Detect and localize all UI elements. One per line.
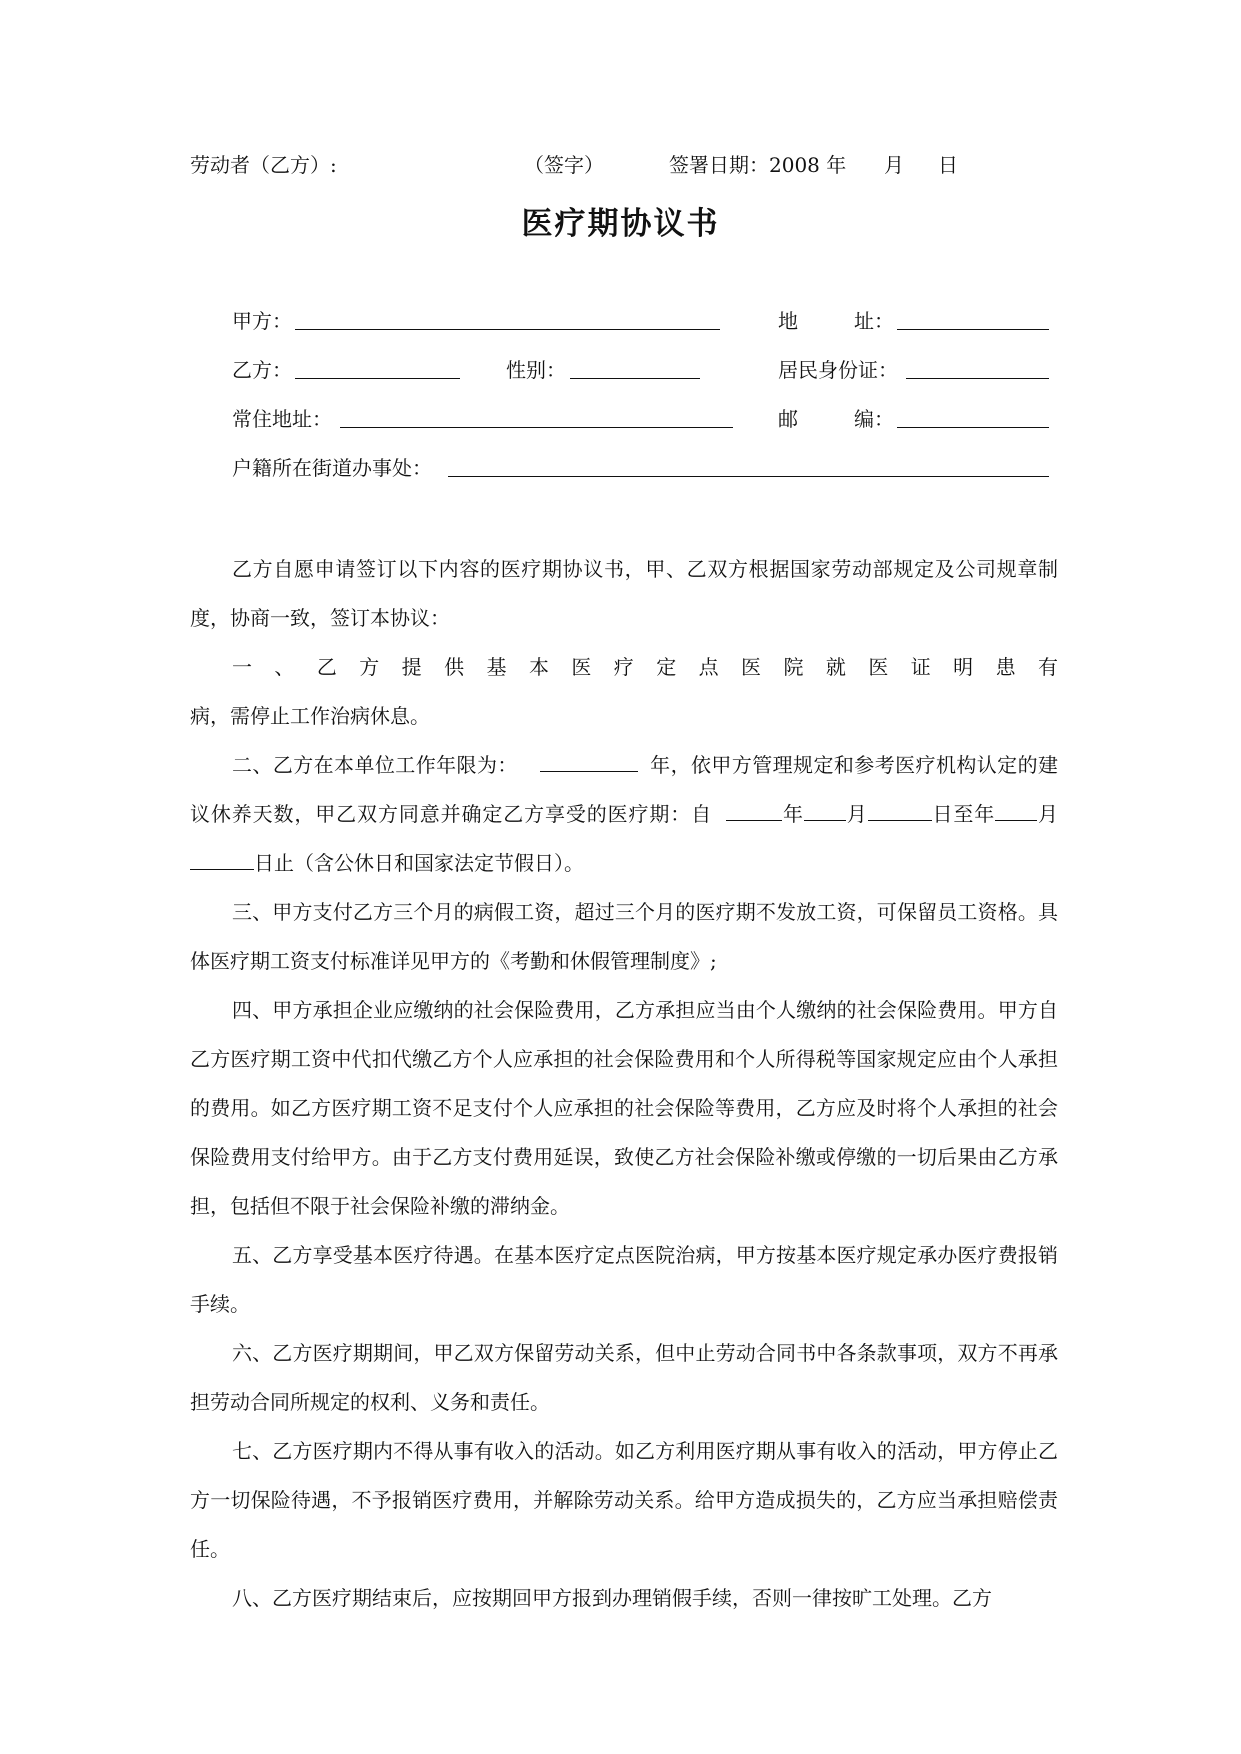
sign-label: （签字） [524,153,604,177]
start-month-field[interactable] [804,800,846,821]
party-b-field[interactable] [295,378,460,379]
id-card-field[interactable] [906,378,1049,379]
item-4-paragraph: 四、甲方承担企业应缴纳的社会保险费用，乙方承担应当由个人缴纳的社会保险费用。甲方自乙方医疗期工资中代扣代缴乙方个人应承担的社会保险费用和个人所得税等国家规定应由个人承担的费用。如乙方医疗期工资不足支付个人应承担的社会保险等费用，乙方应及时将个人承担的社会保险费用支付给甲方。由于乙方支付费用延误，致使乙方社会保险补缴或停缴的一切后果由乙方承担，包括但不限于社会保险补缴的滞纳金。 [190,998,1058,1218]
party-a-label: 甲方： [232,309,292,333]
address-label-part1: 地 [778,309,798,333]
start-day-field[interactable] [868,800,932,821]
item-5-paragraph: 五、乙方享受基本医疗待遇。在基本医疗定点医院治病，甲方按基本医疗规定承办医疗费报销手续。 [190,1243,1058,1316]
sign-day-label: 日 [938,153,958,177]
postcode-field[interactable] [897,427,1049,428]
gender-label: 性别： [506,358,566,382]
agreement-body [190,545,1058,1623]
item-2-part-a: 二、乙方在本单位工作年限为： [232,753,518,777]
residence-field[interactable] [340,427,733,428]
id-card-label: 居民身份证： [778,358,898,382]
address-field[interactable] [897,329,1049,330]
item-2-year-2: 年 [974,802,996,826]
item-8-paragraph: 八、乙方医疗期结束后，应按期回甲方报到办理销假手续，否则一律按旷工处理。乙方 [232,1586,992,1610]
hukou-office-label: 户籍所在街道办事处： [232,456,432,480]
item-2-paragraph [190,741,1058,888]
postcode-label-part2: 编： [854,407,894,431]
party-a-field[interactable] [295,329,720,330]
sign-month-label: 月 [884,153,904,177]
start-year-field[interactable] [726,800,782,821]
item-2-part-b: 年，依甲方管理规定和参考医疗机构认定的建议休养天数，甲乙双方同意并确定乙方享受的医疗期：自 [190,753,1059,826]
item-6-paragraph: 六、乙方医疗期期间，甲乙双方保留劳动关系，但中止劳动合同书中各条款事项，双方不再承担劳动合同所规定的权利、义务和责任。 [190,1341,1058,1414]
gender-field[interactable] [570,378,700,379]
item-2-month-1: 月 [845,802,868,826]
item-1-line-2: 病，需停止工作治病休息。 [190,704,430,728]
sign-date-label: 签署日期：2008 年 [669,153,847,177]
end-month-field[interactable] [995,800,1037,821]
work-years-field[interactable] [540,751,638,772]
item-2-month-2: 月 [1037,802,1059,826]
hukou-office-field[interactable] [448,476,1049,477]
end-day-field[interactable] [190,849,254,870]
party-b-label: 乙方： [232,358,292,382]
item-2-day-1: 日至 [931,802,975,826]
worker-label: 劳动者（乙方）: [190,153,337,177]
intro-paragraph: 乙方自愿申请签订以下内容的医疗期协议书，甲、乙双方根据国家劳动部规定及公司规章制度，协商一致，签订本协议： [190,557,1058,630]
page-title: 医疗期协议书 [521,206,720,242]
item-1-line-1: 一、乙方提供基本医疗定点医院就医证明患有 [232,655,1058,679]
item-2-tail: 日止（含公休日和国家法定节假日）。 [254,851,584,875]
item-2-year-1: 年 [782,802,804,826]
address-label-part2: 址： [854,309,894,333]
residence-label: 常住地址： [232,407,332,431]
postcode-label-part1: 邮 [778,407,798,431]
item-7-paragraph: 七、乙方医疗期内不得从事有收入的活动。如乙方利用医疗期从事有收入的活动，甲方停止乙方一切保险待遇，不予报销医疗费用，并解除劳动关系。给甲方造成损失的，乙方应当承担赔偿责任。 [190,1439,1058,1561]
item-3-paragraph: 三、甲方支付乙方三个月的病假工资，超过三个月的医疗期不发放工资，可保留员工资格。具体医疗期工资支付标准详见甲方的《考勤和休假管理制度》; [190,900,1058,973]
